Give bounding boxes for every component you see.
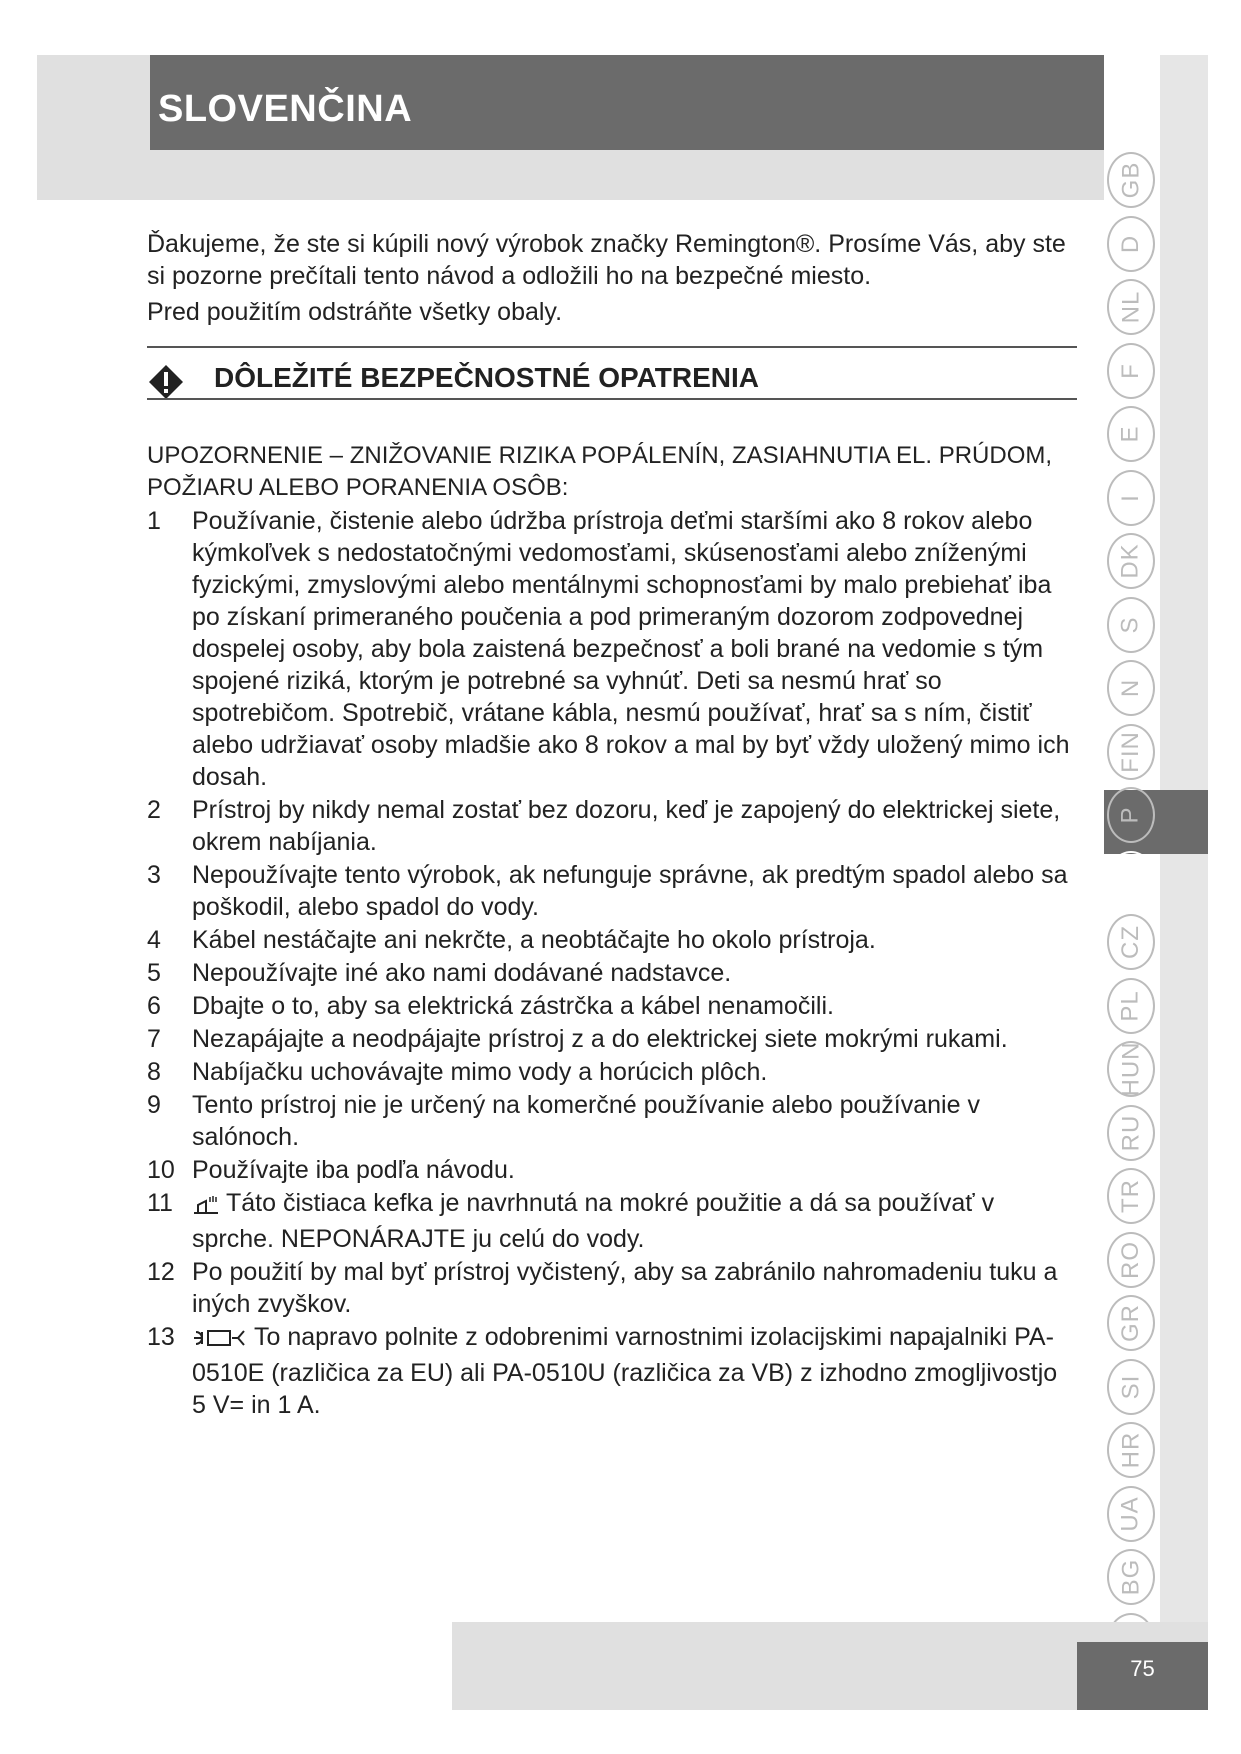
list-item-body: Tento prístroj nie je určený na komerčné používanie alebo používanie v salónoch. [192, 1091, 980, 1151]
list-item-body: Nepoužívajte iné ako nami dodávané nadstavce. [192, 959, 732, 987]
list-item-text [192, 957, 1077, 989]
list-item-body: Po použití by mal byť prístroj vyčistený, aby sa zabránilo nahromadeniu tuku a iných zvyškov. [192, 1258, 1058, 1318]
language-tab-label: I [1116, 494, 1144, 502]
language-tab-gb[interactable] [1107, 152, 1155, 208]
language-tab-nl[interactable] [1107, 279, 1155, 335]
language-tab-label: D [1117, 234, 1144, 254]
list-item-number: 2 [147, 796, 161, 824]
language-tab-label: E [1116, 425, 1144, 443]
page-number: 75 [1077, 1642, 1208, 1710]
language-tab-d[interactable] [1107, 216, 1155, 272]
language-tab-label: BG [1117, 1558, 1144, 1596]
list-item-number: 3 [147, 861, 161, 889]
list-item [147, 1023, 1077, 1055]
language-tab-fin[interactable] [1107, 724, 1155, 780]
language-tab-label: UA [1117, 1496, 1144, 1532]
language-tab-ua[interactable] [1107, 1486, 1155, 1542]
language-tab-n[interactable] [1107, 660, 1155, 716]
list-item-body: Používajte iba podľa návodu. [192, 1156, 515, 1184]
list-item [147, 1321, 1077, 1421]
list-item-number: 1 [147, 507, 161, 535]
language-tab-label: GB [1117, 161, 1144, 199]
list-item-text [192, 1089, 1077, 1153]
list-item-body: Prístroj by nikdy nemal zostať bez dozoru, keď je zapojený do elektrickej siete, okrem nabíjania. [192, 796, 1061, 856]
list-item-text [192, 990, 1077, 1022]
language-tab-label: NL [1117, 290, 1144, 324]
language-tab-label: TR [1117, 1179, 1144, 1213]
list-item-text [192, 1023, 1077, 1055]
language-tab-label: HR [1116, 1431, 1144, 1469]
list-item-number: 4 [147, 926, 161, 954]
language-tab-label: F [1116, 363, 1144, 379]
list-item [147, 794, 1077, 858]
language-tab-label: SK [1116, 861, 1144, 897]
shower-icon [192, 1191, 220, 1223]
intro-packaging: Pred použitím odstráňte všetky obaly. [147, 298, 563, 326]
language-tab-label: P [1116, 806, 1144, 824]
language-tab-label: S [1116, 616, 1144, 634]
list-item-number: 5 [147, 959, 161, 987]
language-tab-label: RO [1117, 1241, 1144, 1279]
language-tab-sk[interactable] [1107, 851, 1155, 907]
list-item-text [192, 794, 1077, 858]
list-item-body: To napravo polnite z odobrenimi varnostnimi izolacijskimi napajalniki PA-0510E (različica za EU) ali PA-0510U (različica za VB) z izhodno zmogljivostjo 5 V= in 1 A. [192, 1323, 1058, 1419]
divider-top [147, 346, 1077, 348]
list-item-body: Nepoužívajte tento výrobok, ak nefunguje správne, ak predtým spadol alebo sa poškodil, alebo spadol do vody. [192, 861, 1068, 921]
list-item-text [192, 924, 1077, 956]
language-tab-pl[interactable] [1107, 978, 1155, 1034]
list-item [147, 990, 1077, 1022]
list-item-text [192, 1256, 1077, 1320]
list-item [147, 924, 1077, 956]
list-item-number: 12 [147, 1258, 175, 1286]
list-item [147, 505, 1077, 793]
divider-bottom [147, 398, 1077, 400]
language-tab-cz[interactable] [1107, 914, 1155, 970]
list-item [147, 1056, 1077, 1088]
language-tab-label: HUN [1117, 1041, 1144, 1097]
intro-thanks: Ďakujeme, že ste si kúpili nový výrobok značky Remington®. Prosíme Vás, aby ste si pozorne prečítali tento návod a odložili ho na bezpečné miesto. [147, 230, 1066, 290]
charger-icon [192, 1325, 248, 1357]
language-tab-hun[interactable] [1107, 1041, 1155, 1097]
language-tab-label: FIN [1116, 731, 1144, 773]
language-tab-label: PL [1116, 990, 1144, 1022]
list-item-number: 8 [147, 1058, 161, 1086]
safety-list [147, 505, 1077, 1422]
list-item-number: 7 [147, 1025, 161, 1053]
list-item-body: Táto čistiaca kefka je navrhnutá na mokré použitie a dá sa používať v sprche. NEPONÁRAJTE ju celú do vody. [192, 1189, 995, 1253]
language-tab-e[interactable] [1107, 406, 1155, 462]
list-item-text [192, 1154, 1077, 1186]
list-item-text [192, 1187, 1077, 1255]
language-tab-f[interactable] [1107, 343, 1155, 399]
list-item-number: 10 [147, 1156, 175, 1184]
list-item-number: 11 [147, 1189, 173, 1217]
list-item-body: Nezapájajte a neodpájajte prístroj z a do elektrickej siete mokrými rukami. [192, 1025, 1008, 1053]
list-item [147, 1187, 1077, 1255]
language-tab-tr[interactable] [1107, 1168, 1155, 1224]
language-tab-ru[interactable] [1107, 1105, 1155, 1161]
list-item [147, 957, 1077, 989]
list-item-body: Nabíjačku uchovávajte mimo vody a horúcich plôch. [192, 1058, 768, 1086]
language-tab-label: CZ [1117, 925, 1144, 959]
list-item-body: Dbajte o to, aby sa elektrická zástrčka a kábel nenamočili. [192, 992, 834, 1020]
language-tab-bg[interactable] [1107, 1549, 1155, 1605]
list-item [147, 1256, 1077, 1320]
language-tab-p[interactable] [1107, 787, 1155, 843]
language-tab-gr[interactable] [1107, 1295, 1155, 1351]
list-item-number: 6 [147, 992, 161, 1020]
language-tab-label: GR [1117, 1304, 1144, 1342]
section-heading: DÔLEŽITÉ BEZPEČNOSTNÉ OPATRENIA [214, 362, 759, 393]
list-item-body: Kábel nestáčajte ani nekrčte, a neobtáčajte ho okolo prístroja. [192, 926, 876, 954]
warning-heading: UPOZORNENIE – ZNIŽOVANIE RIZIKA POPÁLENÍN, ZASIAHNUTIA EL. PRÚDOM, POŽIARU ALEBO PORANENIA OSÔB: [147, 442, 1053, 501]
warning-icon [148, 364, 184, 400]
list-item [147, 859, 1077, 923]
list-item-text [192, 1056, 1077, 1088]
list-item-number: 13 [147, 1323, 175, 1351]
list-item [147, 1089, 1077, 1153]
page-title: SLOVENČINA [158, 88, 413, 130]
language-tab-i[interactable] [1107, 470, 1155, 526]
language-tab-s[interactable] [1107, 597, 1155, 653]
list-item-text [192, 1321, 1077, 1421]
language-tab-si[interactable] [1107, 1359, 1155, 1415]
intro [147, 228, 1077, 332]
list-item-text [192, 859, 1077, 923]
list-item [147, 1154, 1077, 1186]
language-tab-ro[interactable] [1107, 1232, 1155, 1288]
language-tab-label: RU [1116, 1114, 1144, 1152]
language-tab-label: N [1117, 678, 1144, 698]
language-tab-label: DK [1117, 543, 1144, 579]
language-tab-dk[interactable] [1107, 533, 1155, 589]
language-tab-hr[interactable] [1107, 1422, 1155, 1478]
language-tab-label: SI [1117, 1374, 1144, 1400]
list-item-number: 9 [147, 1091, 161, 1119]
list-item-text [192, 505, 1077, 793]
list-item-body: Používanie, čistenie alebo údržba prístroja deťmi staršími ako 8 rokov alebo kýmkoľvek s nedostatočnými vedomosťami, skúsenosťami alebo zníženými fyzickými, zmyslovými alebo mentálnymi schopnosťami by malo prebiehať iba po získaní primeraného poučenia a pod primeraným dozorom zodpovednej dospelej osoby, aby bola zaistená bezpečnosť a boli brané na vedomie s tým spojené riziká, ktorým je potrebné sa vyhnúť. Deti sa nesmú hrať so spotrebičom. Spotrebič, vrátane kábla, nesmú používať, hrať sa s ním, čistiť alebo udržiavať osoby mladšie ako 8 rokov a mal by byť vždy uložený mimo ich dosah. [192, 507, 1070, 791]
